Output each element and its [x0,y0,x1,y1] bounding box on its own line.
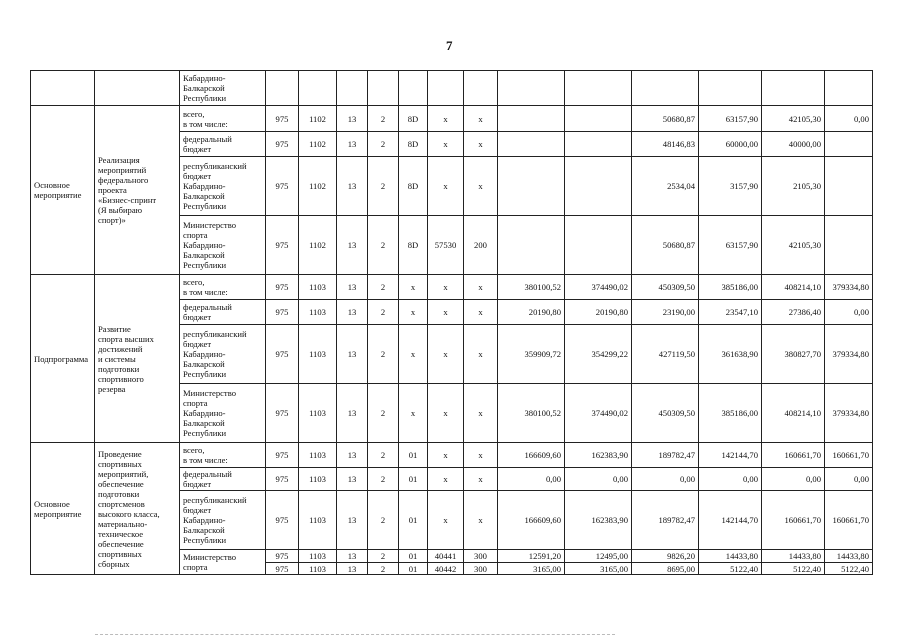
amount-cell [825,157,873,216]
amount-cell: 450309,50 [632,384,699,443]
funding-source-cell: федеральный бюджет [180,468,266,491]
amount-cell: 3165,00 [498,563,565,575]
code-cell: 975 [266,106,299,132]
code-cell: х [428,468,464,491]
code-cell: 300 [464,563,498,575]
amount-cell: 2534,04 [632,157,699,216]
code-cell: х [399,384,428,443]
amount-cell: 380100,52 [498,384,565,443]
amount-cell: 380827,70 [762,325,825,384]
amount-cell: 0,00 [762,468,825,491]
table-row [31,443,873,468]
status-cell: Подпрограмма [31,275,95,443]
amount-cell: 60000,00 [699,132,762,157]
code-cell [368,71,399,106]
code-cell: 975 [266,275,299,300]
code-cell: 975 [266,443,299,468]
amount-cell [762,71,825,106]
amount-cell: 0,00 [565,468,632,491]
amount-cell: 385186,00 [699,384,762,443]
budget-table [30,70,873,575]
code-cell: 975 [266,216,299,275]
program-name-cell: Развитие спорта высших достижений и системы подготовки спортивного резерва [95,275,180,443]
amount-cell: 63157,90 [699,106,762,132]
amount-cell: 3157,90 [699,157,762,216]
code-cell: 13 [337,216,368,275]
code-cell: х [428,132,464,157]
code-cell: х [428,106,464,132]
amount-cell: 379334,80 [825,275,873,300]
amount-cell: 42105,30 [762,106,825,132]
code-cell: 1103 [299,300,337,325]
amount-cell [699,71,762,106]
code-cell: 13 [337,157,368,216]
amount-cell [825,132,873,157]
code-cell: 300 [464,550,498,563]
code-cell: х [428,157,464,216]
amount-cell: 166609,60 [498,443,565,468]
amount-cell: 48146,83 [632,132,699,157]
table-row [31,106,873,132]
code-cell: 975 [266,325,299,384]
funding-source-cell: республиканский бюджет Кабардино- Балкарской Республики [180,491,266,550]
code-cell: 01 [399,563,428,575]
amount-cell: 0,00 [632,468,699,491]
amount-cell: 27386,40 [762,300,825,325]
code-cell: 01 [399,491,428,550]
amount-cell: 14433,80 [699,550,762,563]
code-cell [299,71,337,106]
amount-cell [565,157,632,216]
code-cell: 975 [266,468,299,491]
code-cell: 1102 [299,216,337,275]
table-row [31,71,873,106]
code-cell: 975 [266,157,299,216]
code-cell: 975 [266,563,299,575]
amount-cell: 0,00 [699,468,762,491]
code-cell [399,71,428,106]
code-cell: 1103 [299,550,337,563]
amount-cell: 379334,80 [825,325,873,384]
code-cell: 01 [399,550,428,563]
amount-cell: 379334,80 [825,384,873,443]
amount-cell: 63157,90 [699,216,762,275]
code-cell: 40441 [428,550,464,563]
amount-cell [498,157,565,216]
amount-cell: 0,00 [825,468,873,491]
amount-cell: 5122,40 [825,563,873,575]
code-cell: 1103 [299,491,337,550]
amount-cell [565,106,632,132]
amount-cell [498,216,565,275]
code-cell: 2 [368,468,399,491]
amount-cell: 0,00 [825,106,873,132]
amount-cell: 2105,30 [762,157,825,216]
code-cell [337,71,368,106]
code-cell: х [464,132,498,157]
amount-cell: 160661,70 [762,491,825,550]
code-cell: 2 [368,300,399,325]
code-cell: 2 [368,563,399,575]
amount-cell: 354299,22 [565,325,632,384]
funding-source-cell: Министерство спорта [180,550,266,575]
code-cell: 8D [399,106,428,132]
status-cell: Основное мероприятие [31,106,95,275]
code-cell: 01 [399,443,428,468]
funding-source-cell: всего, в том числе: [180,106,266,132]
code-cell: 2 [368,132,399,157]
amount-cell: 8695,00 [632,563,699,575]
funding-source-cell: всего, в том числе: [180,275,266,300]
amount-cell: 12591,20 [498,550,565,563]
code-cell: 01 [399,468,428,491]
amount-cell: 14433,80 [825,550,873,563]
funding-source-cell: Кабардино- Балкарской Республики [180,71,266,106]
amount-cell: 5122,40 [699,563,762,575]
amount-cell: 5122,40 [762,563,825,575]
amount-cell: 374490,02 [565,275,632,300]
code-cell: 1103 [299,275,337,300]
funding-source-cell: республиканский бюджет Кабардино- Балкарской Республики [180,325,266,384]
code-cell: х [399,325,428,384]
amount-cell: 160661,70 [825,443,873,468]
amount-cell: 42105,30 [762,216,825,275]
amount-cell [498,132,565,157]
amount-cell [825,216,873,275]
program-name-cell [95,71,180,106]
code-cell: х [464,275,498,300]
code-cell: 8D [399,157,428,216]
amount-cell: 374490,02 [565,384,632,443]
funding-source-cell: республиканский бюджет Кабардино- Балкарской Республики [180,157,266,216]
code-cell: 13 [337,300,368,325]
code-cell: 2 [368,106,399,132]
code-cell: х [464,468,498,491]
amount-cell: 0,00 [498,468,565,491]
amount-cell [565,132,632,157]
code-cell: х [428,384,464,443]
code-cell: 13 [337,563,368,575]
amount-cell [632,71,699,106]
code-cell: 2 [368,216,399,275]
program-name-cell: Реализация мероприятий федерального проекта «Бизнес-спринт (Я выбираю спорт)» [95,106,180,275]
code-cell: х [464,300,498,325]
status-cell: Основное мероприятие [31,443,95,575]
amount-cell: 189782,47 [632,443,699,468]
code-cell: х [464,325,498,384]
amount-cell: 20190,80 [498,300,565,325]
amount-cell: 40000,00 [762,132,825,157]
amount-cell [565,216,632,275]
amount-cell [825,71,873,106]
amount-cell: 23190,00 [632,300,699,325]
code-cell: 2 [368,325,399,384]
code-cell: 975 [266,300,299,325]
code-cell: 13 [337,132,368,157]
amount-cell: 380100,52 [498,275,565,300]
amount-cell: 408214,10 [762,384,825,443]
code-cell: 8D [399,216,428,275]
amount-cell: 189782,47 [632,491,699,550]
code-cell: 13 [337,106,368,132]
amount-cell: 3165,00 [565,563,632,575]
code-cell: 1103 [299,384,337,443]
amount-cell: 12495,00 [565,550,632,563]
amount-cell: 9826,20 [632,550,699,563]
amount-cell: 23547,10 [699,300,762,325]
funding-source-cell: федеральный бюджет [180,132,266,157]
amount-cell: 359909,72 [498,325,565,384]
code-cell: 13 [337,443,368,468]
code-cell: 2 [368,157,399,216]
code-cell: 200 [464,216,498,275]
amount-cell [498,71,565,106]
code-cell: х [428,443,464,468]
amount-cell: 160661,70 [825,491,873,550]
code-cell: 975 [266,491,299,550]
scan-artifact-line [95,634,615,635]
code-cell: 2 [368,384,399,443]
funding-source-cell: федеральный бюджет [180,300,266,325]
amount-cell: 408214,10 [762,275,825,300]
code-cell: 1103 [299,468,337,491]
code-cell: х [428,300,464,325]
code-cell: 2 [368,275,399,300]
code-cell: 975 [266,550,299,563]
amount-cell: 166609,60 [498,491,565,550]
code-cell: 13 [337,550,368,563]
funding-source-cell: всего, в том числе: [180,443,266,468]
code-cell: х [399,275,428,300]
program-name-cell: Проведение спортивных мероприятий, обеспечение подготовки спортсменов высокого класса, материально- техническое обеспечение спортивных сборных [95,443,180,575]
code-cell: 1103 [299,563,337,575]
page-number: 7 [446,38,453,53]
code-cell: 2 [368,443,399,468]
code-cell: х [428,275,464,300]
amount-cell: 450309,50 [632,275,699,300]
code-cell: 2 [368,491,399,550]
code-cell: 1102 [299,157,337,216]
amount-cell: 162383,90 [565,491,632,550]
code-cell: 975 [266,132,299,157]
amount-cell: 142144,70 [699,491,762,550]
code-cell: 13 [337,491,368,550]
code-cell: 975 [266,384,299,443]
status-cell [31,71,95,106]
code-cell: х [428,491,464,550]
code-cell: 13 [337,325,368,384]
amount-cell: 427119,50 [632,325,699,384]
amount-cell: 50680,87 [632,216,699,275]
code-cell: х [464,106,498,132]
code-cell: х [399,300,428,325]
amount-cell: 142144,70 [699,443,762,468]
amount-cell: 50680,87 [632,106,699,132]
code-cell: х [464,491,498,550]
amount-cell: 162383,90 [565,443,632,468]
amount-cell: 385186,00 [699,275,762,300]
code-cell [428,71,464,106]
code-cell: 40442 [428,563,464,575]
code-cell: 13 [337,275,368,300]
amount-cell: 0,00 [825,300,873,325]
code-cell: 1102 [299,132,337,157]
code-cell: 13 [337,384,368,443]
code-cell: 2 [368,550,399,563]
code-cell: х [464,443,498,468]
code-cell: 13 [337,468,368,491]
amount-cell: 160661,70 [762,443,825,468]
code-cell [266,71,299,106]
amount-cell [565,71,632,106]
funding-source-cell: Министерство спорта Кабардино- Балкарской Республики [180,216,266,275]
amount-cell [498,106,565,132]
amount-cell: 14433,80 [762,550,825,563]
code-cell: х [428,325,464,384]
code-cell: х [464,157,498,216]
code-cell: х [464,384,498,443]
code-cell: 1103 [299,325,337,384]
amount-cell: 361638,90 [699,325,762,384]
code-cell: 1102 [299,106,337,132]
funding-source-cell: Министерство спорта Кабардино- Балкарской Республики [180,384,266,443]
code-cell: 1103 [299,443,337,468]
code-cell: 57530 [428,216,464,275]
code-cell [464,71,498,106]
code-cell: 8D [399,132,428,157]
amount-cell: 20190,80 [565,300,632,325]
table-row [31,275,873,300]
